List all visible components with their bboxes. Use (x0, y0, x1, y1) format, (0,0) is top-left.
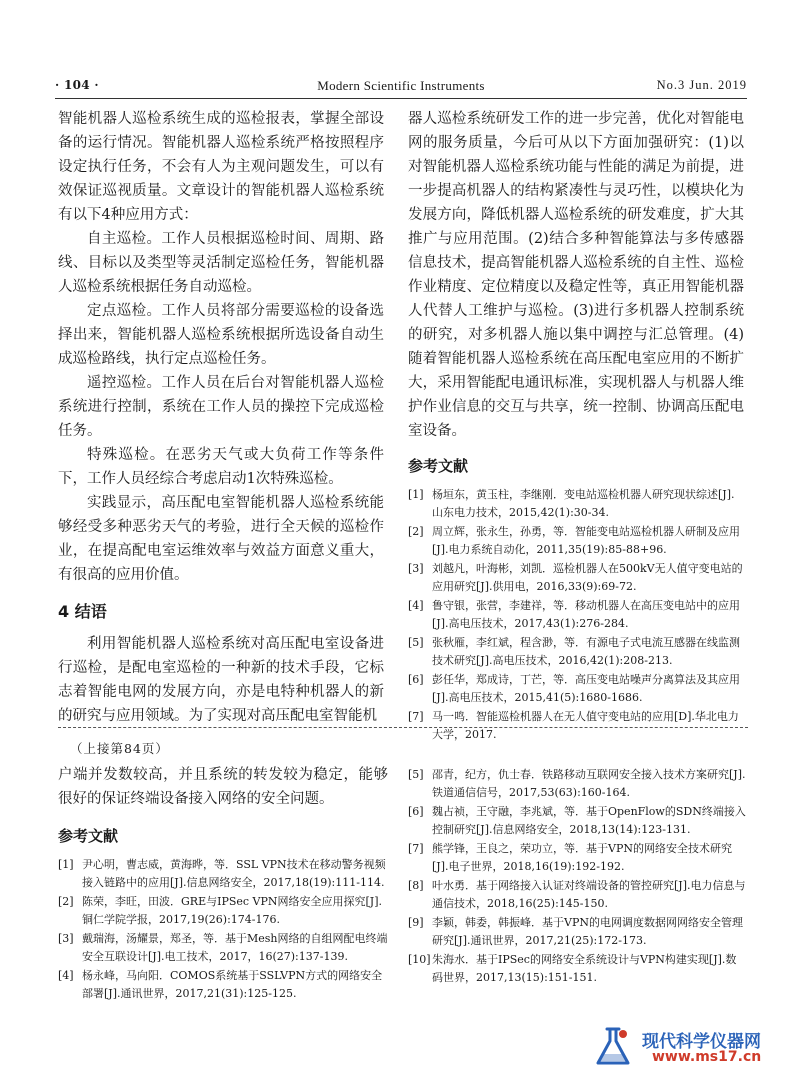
reference-item (408, 840, 746, 876)
reference-item (408, 486, 744, 522)
reference-number: [4] (58, 969, 74, 982)
reference-item (58, 967, 388, 1003)
reference-text: 杨垣东，黄玉柱，李继刚．变电站巡检机器人研究现状综述[J].山东电力技术，2015,42(1):30-34. (432, 488, 735, 519)
reference-text: 周立辉，张永生，孙勇，等．智能变电站巡检机器人研制及应用[J].电力系统自动化，2011,35(19):85-88+96. (432, 525, 740, 556)
reference-item (408, 523, 744, 559)
reference-item (58, 893, 388, 929)
reference-item (408, 877, 746, 913)
journal-name: Modern Scientific Instruments (317, 78, 485, 93)
reference-number: [1] (58, 858, 74, 871)
issue-info: No.3 Jun. 2019 (656, 78, 747, 92)
reference-text: 张秋雁，李红斌，程含渺，等．有源电子式电流互感器在线监测技术研究[J].高电压技术，2016,42(1):208-213. (432, 636, 740, 667)
reference-item (408, 914, 746, 950)
site-watermark (590, 1021, 790, 1071)
reference-item (408, 708, 744, 744)
reference-text: 叶水勇．基于网络接入认证对终端设备的管控研究[J].电力信息与通信技术，2018,16(25):145-150. (432, 879, 746, 910)
reference-item (408, 671, 744, 707)
reference-number: [5] (408, 768, 424, 781)
reference-item (408, 560, 744, 596)
body-paragraph: 实践显示，高压配电室智能机器人巡检系统能够经受多种恶劣天气的考验，进行全天候的巡检作业，在提高配电室运维效率与效益方面意义重大，有很高的应用价值。 (58, 495, 384, 583)
reference-item (408, 597, 744, 633)
watermark-name: 现代科学仪器网 (642, 1032, 761, 1052)
body-paragraph: 智能机器人巡检系统生成的巡检报表，掌握全部设备的运行情况。智能机器人巡检系统严格按照程序设定执行任务，不会有人为主观问题发生，可以有效保证巡视质量。文章设计的智能机器人巡检系统有以下4种应用方式： (58, 111, 384, 223)
reference-text: 邵青，纪方，仇士春．铁路移动互联网安全接入技术方案研究[J].铁道通信信号，2017,53(63):160-164. (432, 768, 746, 799)
body-paragraph: 户端并发数较高，并且系统的转发较为稳定，能够很好的保证终端设备接入网络的安全问题。 (58, 767, 388, 807)
right-column (408, 107, 744, 745)
reference-number: [7] (408, 842, 424, 855)
reference-number: [3] (58, 932, 74, 945)
body-paragraph: 自主巡检。工作人员根据巡检时间、周期、路线、目标以及类型等灵活制定巡检任务，智能机器人巡检系统根据任务自动巡检。 (58, 231, 384, 295)
reference-text: 马一鸣．智能巡检机器人在无人值守变电站的应用[D].华北电力大学，2017. (432, 710, 739, 741)
reference-item (58, 930, 388, 966)
reference-text: 陈荣，李旺，田波．GRE与IPSec VPN网络安全应用探究[J].铜仁学院学报，2017,19(26):174-176. (82, 895, 383, 926)
references-heading: 参考文献 (58, 827, 119, 845)
reference-number: [7] (408, 710, 424, 723)
references-list (58, 856, 388, 1003)
reference-number: [9] (408, 916, 424, 929)
reference-text: 李颖，韩委，韩振峰．基于VPN的电网调度数据网网络安全管理研究[J].通讯世界，2017,21(25):172-173. (432, 916, 743, 947)
reference-number: [2] (58, 895, 74, 908)
reference-text: 戴瑞海，汤耀景，郑圣，等．基于Mesh网络的自组网配电终端安全互联设计[J].电工技术，2017，16(27):137-139. (82, 932, 388, 963)
body-paragraph: 遥控巡检。工作人员在后台对智能机器人巡检系统进行控制，系统在工作人员的操控下完成巡检任务。 (58, 375, 384, 439)
reference-number: [6] (408, 805, 424, 818)
page-number: · 104 · (55, 78, 99, 92)
reference-number: [2] (408, 525, 424, 538)
references-heading: 参考文献 (408, 457, 469, 475)
reference-number: [5] (408, 636, 424, 649)
reference-item (408, 951, 746, 987)
reference-item (408, 803, 746, 839)
section-heading: 4 结语 (58, 602, 107, 621)
reference-item (408, 634, 744, 670)
reference-number: [8] (408, 879, 424, 892)
reference-item (408, 766, 746, 802)
body-paragraph: 特殊巡检。在恶劣天气或大负荷工作等条件下，工作人员经综合考虑启动1次特殊巡检。 (58, 447, 384, 487)
reference-number: [3] (408, 562, 424, 575)
conclusion-paragraph: 利用智能机器人巡检系统对高压配电室设备进行巡检，是配电室巡检的一种新的技术手段，它标志着智能电网的发展方向，亦是电特种机器人的新的研究与应用领域。为了实现对高压配电室智能机 (58, 636, 384, 724)
watermark-url: www.ms17.cn (652, 1049, 762, 1065)
body-paragraph: 定点巡检。工作人员将部分需要巡检的设备选择出来，智能机器人巡检系统根据所选设备自动生成巡检路线，执行定点巡检任务。 (58, 303, 384, 367)
reference-number: [6] (408, 673, 424, 686)
lower-left-column (58, 763, 388, 1004)
flask-logo-icon (590, 1023, 636, 1069)
lower-right-column (408, 766, 746, 988)
left-column (58, 107, 384, 728)
reference-number: [10] (408, 953, 431, 966)
continued-note: （上接第84页） (70, 741, 169, 756)
reference-text: 彭任华，郑成诗，丁芒，等．高压变电站噪声分离算法及其应用[J].高电压技术，2015,41(5):1680-1686. (432, 673, 740, 704)
reference-text: 魏占祯，王守融，李兆斌，等．基于OpenFlow的SDN终端接入控制研究[J].信息网络安全，2018,13(14):123-131. (432, 805, 746, 836)
reference-text: 尹心明，曹志威，黄海晔，等．SSL VPN技术在移动警务视频接入链路中的应用[J].信息网络安全，2017,18(19):111-114. (82, 858, 386, 889)
references-list (408, 766, 746, 987)
reference-item (58, 856, 388, 892)
running-header (55, 78, 747, 99)
reference-text: 刘越凡，叶海彬，刘凯．巡检机器人在500kV无人值守变电站的应用研究[J].供用电，2016,33(9):69-72. (432, 562, 743, 593)
reference-text: 朱海水．基于IPSec的网络安全系统设计与VPN构建实现[J].数码世界，2017,13(15):151-151. (432, 953, 737, 984)
references-list (408, 486, 744, 744)
body-paragraph: 器人巡检系统研发工作的进一步完善，优化对智能电网的服务质量，今后可从以下方面加强研究：(1)以对智能机器人巡检系统功能与性能的满足为前提，进一步提高机器人的结构紧凑性与灵巧性，以模块化为发展方向，降低机器人巡检系统的研发难度，扩大其推广与应用范围。(2)结合多种智能算法与多传感器信息技术，提高智能机器人巡检系统的自主性、巡检作业精度、定位精度以及稳定性等，真正用智能机器人代替人工维护与巡检。(3)进行多机器人控制系统的研究，对多机器人施以集中调控与汇总管理。(4)随着智能机器人巡检系统在高压配电室应用的不断扩大，采用智能配电通讯标准，实现机器人与机器人维护作业信息的交互与共享，统一控制、协调高压配电室设备。 (408, 111, 744, 439)
reference-text: 鲁守银，张营，李建祥，等．移动机器人在高压变电站中的应用[J].高电压技术，2017,43(1):276-284. (432, 599, 740, 630)
reference-number: [4] (408, 599, 424, 612)
reference-number: [1] (408, 488, 424, 501)
reference-text: 杨永峰，马向阳．COMOS系统基于SSLVPN方式的网络安全部署[J].通讯世界，2017,21(31):125-125. (82, 969, 383, 1000)
dashed-divider (58, 727, 748, 728)
reference-text: 熊学锋，王良之，荣功立，等．基于VPN的网络安全技术研究[J].电子世界，2018,16(19):192-192. (432, 842, 732, 873)
